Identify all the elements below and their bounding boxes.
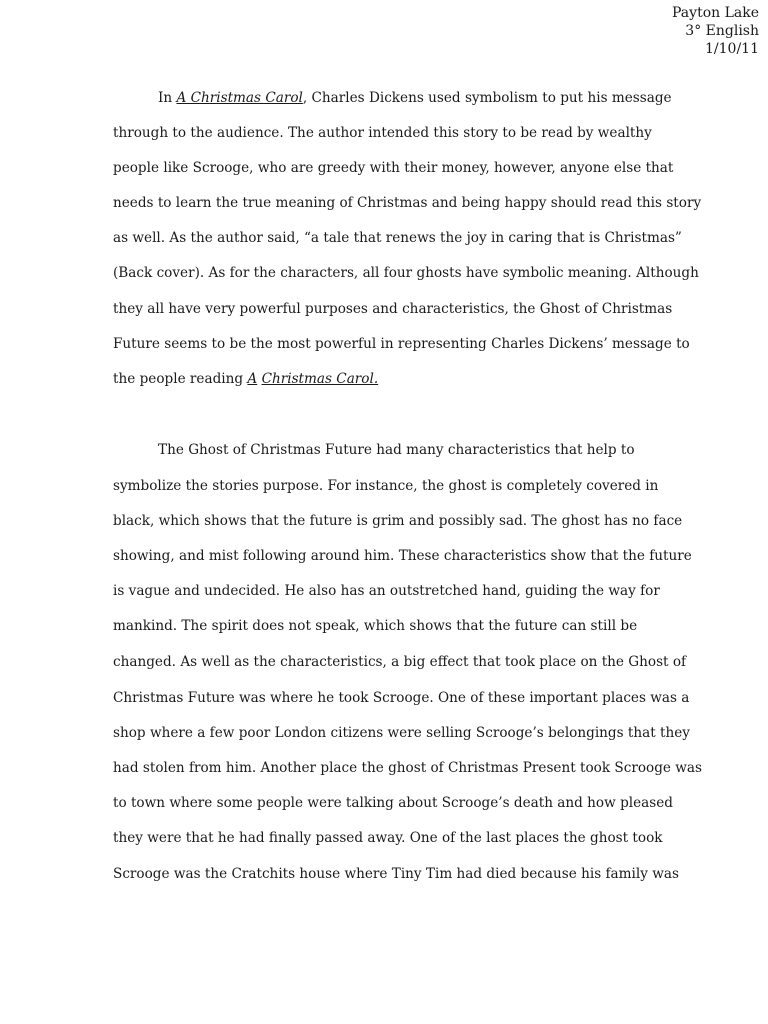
paragraph-line: Future seems to be the most powerful in representing Charles Dickens’ message to xyxy=(113,336,690,352)
paragraph-line xyxy=(113,371,378,387)
paragraph-line: (Back cover). As for the characters, all four ghosts have symbolic meaning. Although xyxy=(113,265,699,281)
paragraph-line: Christmas Future was where he took Scrooge. One of these important places was a xyxy=(113,690,690,706)
paragraph-line: had stolen from him. Another place the ghost of Christmas Present took Scrooge was xyxy=(113,760,702,776)
class-name: 3° English xyxy=(685,23,759,39)
paragraph-line: is vague and undecided. He also has an outstretched hand, guiding the way for xyxy=(113,583,660,599)
book-title-rest: Christmas Carol. xyxy=(261,371,379,387)
paragraph-line: as well. As the author said, “a tale that renews the joy in caring that is Christmas” xyxy=(113,230,682,246)
paragraph-line xyxy=(113,90,672,106)
paragraph-line: showing, and mist following around him. These characteristics show that the future xyxy=(113,548,692,564)
book-title: A Christmas Carol xyxy=(176,90,303,106)
header-block xyxy=(672,4,759,58)
line-text: , Charles Dickens used symbolism to put his message xyxy=(302,90,672,106)
line-text: the people reading xyxy=(113,371,248,387)
paragraph-line: Scrooge was the Cratchits house where Tiny Tim had died because his family was xyxy=(113,866,679,882)
paragraph-line: The Ghost of Christmas Future had many characteristics that help to xyxy=(158,442,635,458)
paragraph-line: shop where a few poor London citizens were selling Scrooge’s belongings that they xyxy=(113,725,690,741)
paragraph-line: changed. As well as the characteristics, a big effect that took place on the Ghost of xyxy=(113,654,687,670)
paragraph-line: black, which shows that the future is grim and possibly sad. The ghost has no face xyxy=(113,513,683,529)
paragraph-line: people like Scrooge, who are greedy with their money, however, anyone else that xyxy=(113,160,674,176)
paragraph-line: mankind. The spirit does not speak, which shows that the future can still be xyxy=(113,618,638,634)
paragraph-line: they were that he had finally passed away. One of the last places the ghost took xyxy=(113,830,663,846)
paragraph-line: to town where some people were talking about Scrooge’s death and how pleased xyxy=(113,795,673,811)
paragraph-line: through to the audience. The author intended this story to be read by wealthy xyxy=(113,125,652,141)
book-title-a: A xyxy=(247,371,258,387)
paragraph-line: they all have very powerful purposes and characteristics, the Ghost of Christmas xyxy=(113,301,673,317)
paragraph-line: needs to learn the true meaning of Christmas and being happy should read this story xyxy=(113,195,702,211)
essay-date: 1/10/11 xyxy=(705,41,759,57)
paragraph-line: symbolize the stories purpose. For instance, the ghost is completely covered in xyxy=(113,478,659,494)
author-name: Payton Lake xyxy=(672,5,759,21)
line-text: In xyxy=(158,90,177,106)
